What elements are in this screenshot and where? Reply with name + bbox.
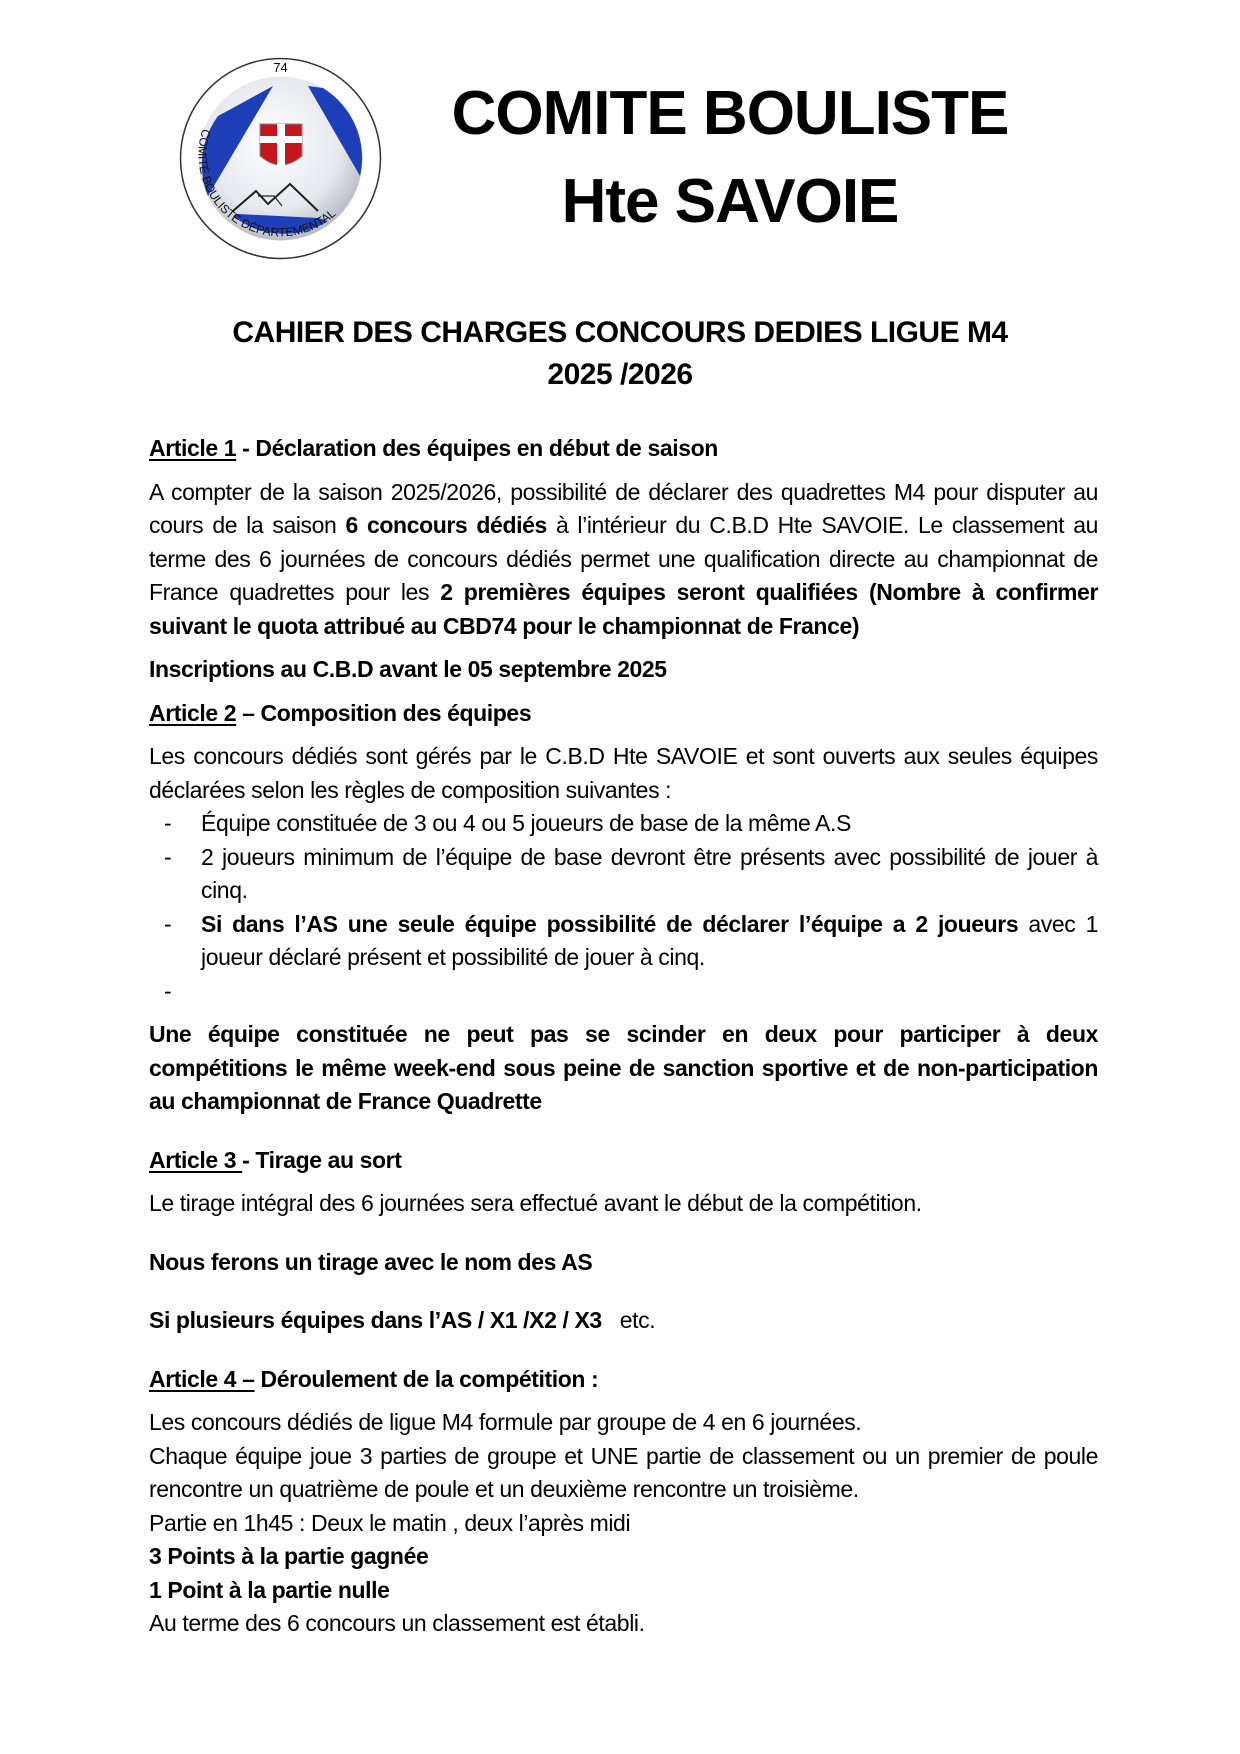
text-span: à l’intérieur du C.B.D Hte SAVOIE. Le classement au terme des 6 journées de concours dédiés permet une qualification directe au championnat de France quadrettes pour les bbox=[149, 512, 1099, 605]
list-item: - Équipe constituée de 3 ou 4 ou 5 joueurs de base de la même A.S bbox=[149, 807, 1098, 841]
article-4-line-2: Chaque équipe joue 3 parties de groupe et UNE partie de classement ou un premier de poule rencontre un quatrième de poule et un deuxième rencontre un troisième. bbox=[149, 1442, 1098, 1502]
logo-emblem-icon bbox=[178, 56, 383, 261]
subtitle-line-2: 2025 /2026 bbox=[547, 358, 693, 391]
article-1-label: Article 1 bbox=[149, 435, 237, 461]
bold-span: 6 concours dédiés bbox=[345, 512, 547, 538]
article-2-intro: Les concours dédiés sont gérés par le C.B.D Hte SAVOIE et sont ouverts aux seules équipes déclarées selon les règles de composition suivantes : bbox=[149, 743, 1098, 803]
split-team-warning: Une équipe constituée ne peut pas se scinder en deux pour participer à deux compétitions le même week-end sous peine de sanction sportive et de non-participation au championnat de France Quadrette bbox=[149, 1021, 1098, 1114]
list-item bbox=[149, 975, 1098, 1009]
document-subtitle bbox=[150, 312, 1090, 396]
article-4-line-1: Les concours dédiés de ligue M4 formule par groupe de 4 en 6 journées. bbox=[149, 1409, 862, 1435]
subtitle-line-1: CAHIER DES CHARGES CONCOURS DEDIES LIGUE M4 bbox=[232, 316, 1008, 349]
inscriptions-deadline: Inscriptions au C.B.D avant le 05 septembre 2025 bbox=[149, 656, 667, 682]
text-span: avec 1 joueur déclaré présent et possibilité de jouer à cinq. bbox=[201, 910, 1098, 970]
article-3-paragraph-1: Le tirage intégral des 6 journées sera effectué avant le début de la compétition. bbox=[149, 1190, 922, 1216]
bold-span: Si plusieurs équipes dans l’AS / X1 /X2 / X3 bbox=[149, 1307, 602, 1333]
article-4-title: Déroulement de la compétition : bbox=[254, 1365, 599, 1392]
list-item bbox=[149, 908, 1098, 975]
document-body bbox=[149, 432, 1098, 1641]
text-span: A compter de la saison 2025/2026, possibilité de déclarer des quadrettes M4 pour disputer au cours de la saison bbox=[149, 478, 1098, 538]
article-4-line-6: Au terme des 6 concours un classement est établi. bbox=[149, 1610, 645, 1636]
article-4-label: Article 4 – bbox=[149, 1365, 255, 1392]
list-item: - 2 joueurs minimum de l’équipe de base devront être présents avec possibilité de jouer à cinq. bbox=[149, 841, 1098, 908]
bold-span: 2 premières équipes seront qualifiées (Nombre à confirmer suivant le quota attribué au CBD74 pour le championnat de France) bbox=[149, 579, 1098, 639]
logo-ring-text: COMITÉ BOULISTE DÉPARTEMENTAL bbox=[195, 127, 339, 240]
page-title bbox=[420, 70, 1040, 246]
text-span: etc. bbox=[601, 1307, 656, 1333]
article-2-title: – Composition des équipes bbox=[236, 699, 532, 726]
article-4-line-3: Partie en 1h45 : Deux le matin , deux l’après midi bbox=[149, 1509, 631, 1536]
article-3-paragraph-2: Nous ferons un tirage avec le nom des AS bbox=[149, 1248, 593, 1275]
article-1-paragraph bbox=[149, 476, 1098, 644]
bold-span: Si dans l’AS une seule équipe possibilité de déclarer l’équipe a 2 joueurs bbox=[201, 910, 1019, 937]
title-line-1: COMITE BOULISTE bbox=[451, 79, 1009, 148]
article-4-line-4: 3 Points à la partie gagnée bbox=[149, 1543, 429, 1569]
logo-number: 74 bbox=[273, 60, 288, 75]
article-3-label: Article 3 bbox=[149, 1146, 243, 1173]
comite-logo bbox=[178, 56, 383, 261]
article-4-line-5: 1 Point à la partie nulle bbox=[149, 1576, 390, 1603]
article-3-heading bbox=[149, 1144, 1098, 1178]
article-2-heading bbox=[149, 697, 1098, 731]
article-3-paragraph-3 bbox=[149, 1304, 1098, 1338]
article-3-title: - Tirage au sort bbox=[242, 1146, 402, 1173]
title-line-2: Hte SAVOIE bbox=[561, 167, 899, 236]
article-4-heading bbox=[149, 1363, 1098, 1397]
article-2-label: Article 2 bbox=[149, 699, 237, 726]
composition-rules-list bbox=[149, 807, 1098, 1008]
article-1-heading bbox=[149, 432, 1098, 466]
article-1-title: - Déclaration des équipes en début de saison bbox=[236, 435, 718, 461]
